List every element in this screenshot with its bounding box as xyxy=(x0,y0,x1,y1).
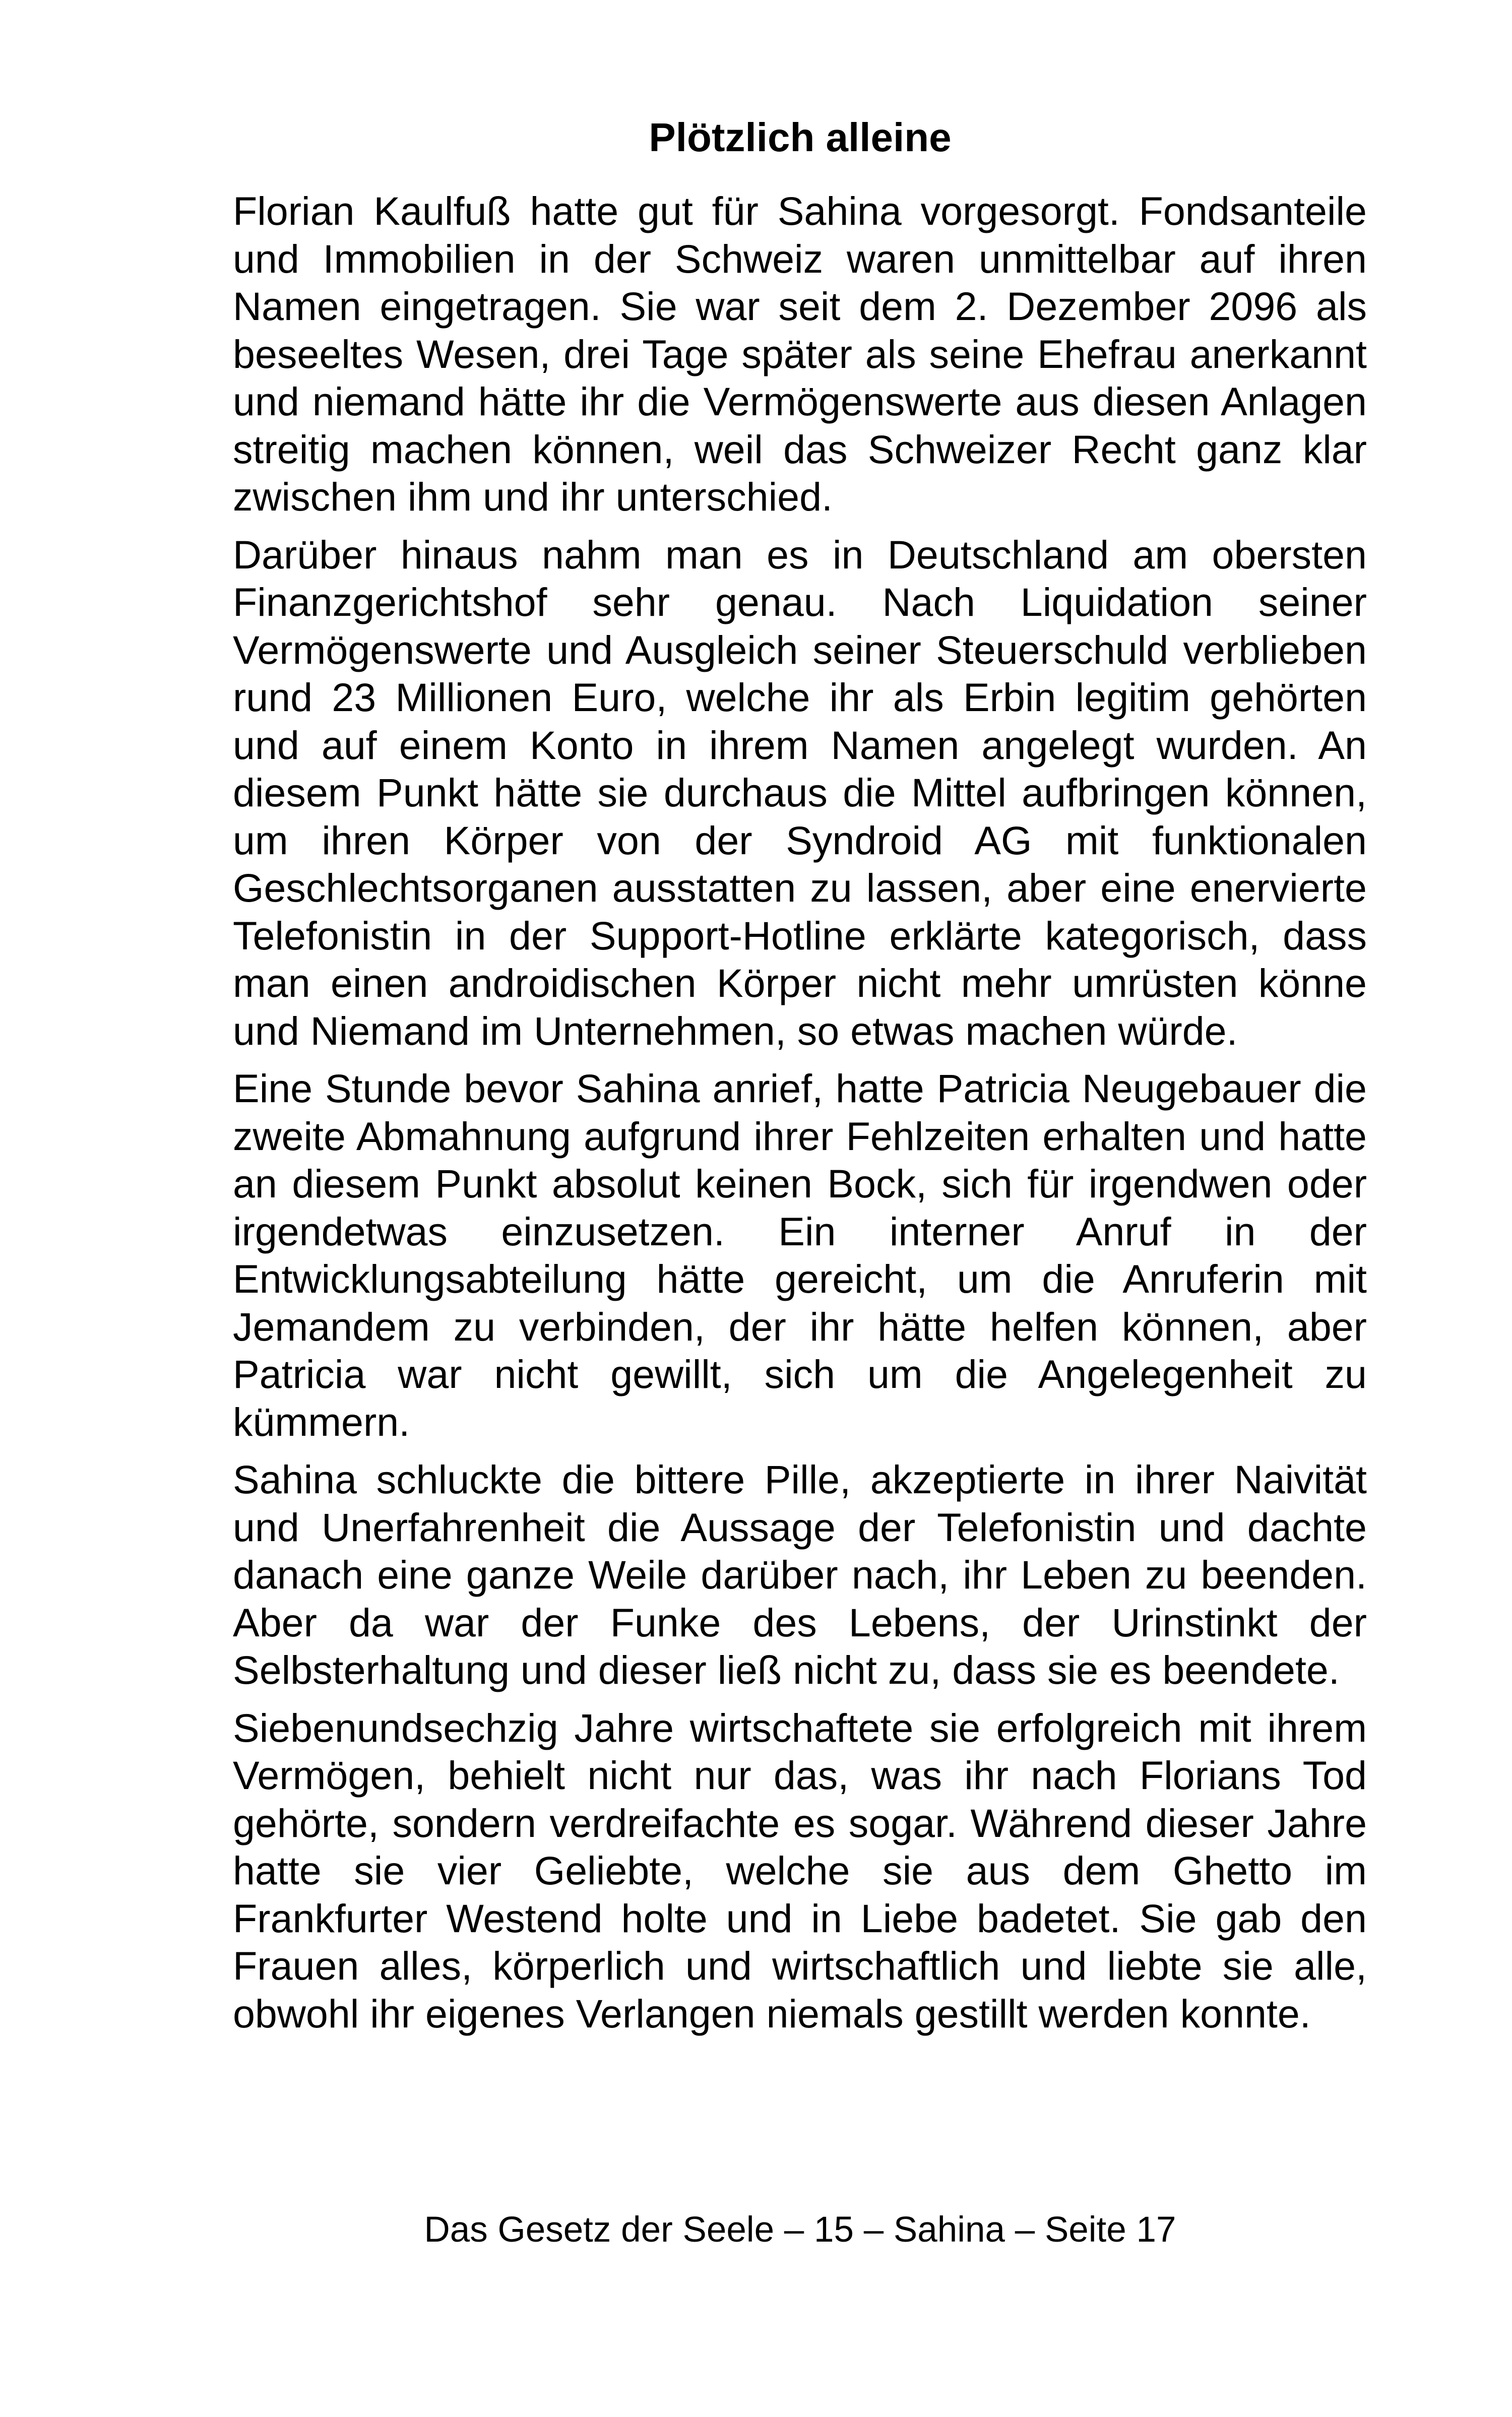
chapter-title: Plötzlich alleine xyxy=(649,115,952,160)
page-footer: Das Gesetz der Seele – 15 – Sahina – Seite 17 xyxy=(424,2210,1176,2250)
body-text xyxy=(233,187,1367,2048)
paragraph: Sahina schluckte die bittere Pille, akzeptierte in ihrer Naivität und Unerfahrenheit die Aussage der Telefonistin und dachte danach eine ganze Weile darüber nach, ihr Leben zu beenden. Aber da war der Funke des Lebens, der Urinstinkt der Selbsterhaltung und dieser ließ nicht zu, dass sie es beendete. xyxy=(233,1457,1367,1692)
paragraph: Florian Kaulfuß hatte gut für Sahina vorgesorgt. Fondsanteile und Immobilien in der Schweiz waren unmittelbar auf ihren Namen eingetragen. Sie war seit dem 2. Dezember 2096 als beseeltes Wesen, drei Tage später als seine Ehefrau anerkannt und niemand hätte ihr die Vermögenswerte aus diesen Anlagen streitig machen können, weil das Schweizer Recht ganz klar zwischen ihm und ihr unterschied. xyxy=(233,188,1367,519)
paragraph: Darüber hinaus nahm man es in Deutschland am obersten Finanzgerichtshof sehr genau. Nach Liquidation seiner Vermögenswerte und Ausgleich seiner Steuerschuld verblieben rund 23 Millionen Euro, welche ihr als Erbin legitim gehörten und auf einem Konto in ihrem Namen angelegt wurden. An diesem Punkt hätte sie durchaus die Mittel aufbringen können, um ihren Körper von der Syndroid AG mit funktionalen Geschlechtsorganen ausstatten zu lassen, aber eine enervierte Telefonistin in der Support-Hotline erklärte kategorisch, dass man einen androidischen Körper nicht mehr umrüsten könne und Niemand im Unternehmen, so etwas machen würde. xyxy=(233,532,1367,1053)
paragraph: Eine Stunde bevor Sahina anrief, hatte Patricia Neugebauer die zweite Abmahnung aufgrund ihrer Fehlzeiten erhalten und hatte an diesem Punkt absolut keinen Bock, sich für irgendwen oder irgendetwas einzusetzen. Ein interner Anruf in der Entwicklungsabteilung hätte gereicht, um die Anruferin mit Jemandem zu verbinden, der ihr hätte helfen können, aber Patricia war nicht gewillt, sich um die Angelegenheit zu kümmern. xyxy=(233,1066,1367,1444)
paragraph: Siebenundsechzig Jahre wirtschaftete sie erfolgreich mit ihrem Vermögen, behielt nicht nur das, was ihr nach Florians Tod gehörte, sondern verdreifachte es sogar. Während dieser Jahre hatte sie vier Geliebte, welche sie aus dem Ghetto im Frankfurter Westend holte und in Liebe badetet. Sie gab den Frauen alles, körperlich und wirtschaftlich und liebte sie alle, obwohl ihr eigenes Verlangen niemals gestillt werden konnte. xyxy=(233,1705,1367,2036)
